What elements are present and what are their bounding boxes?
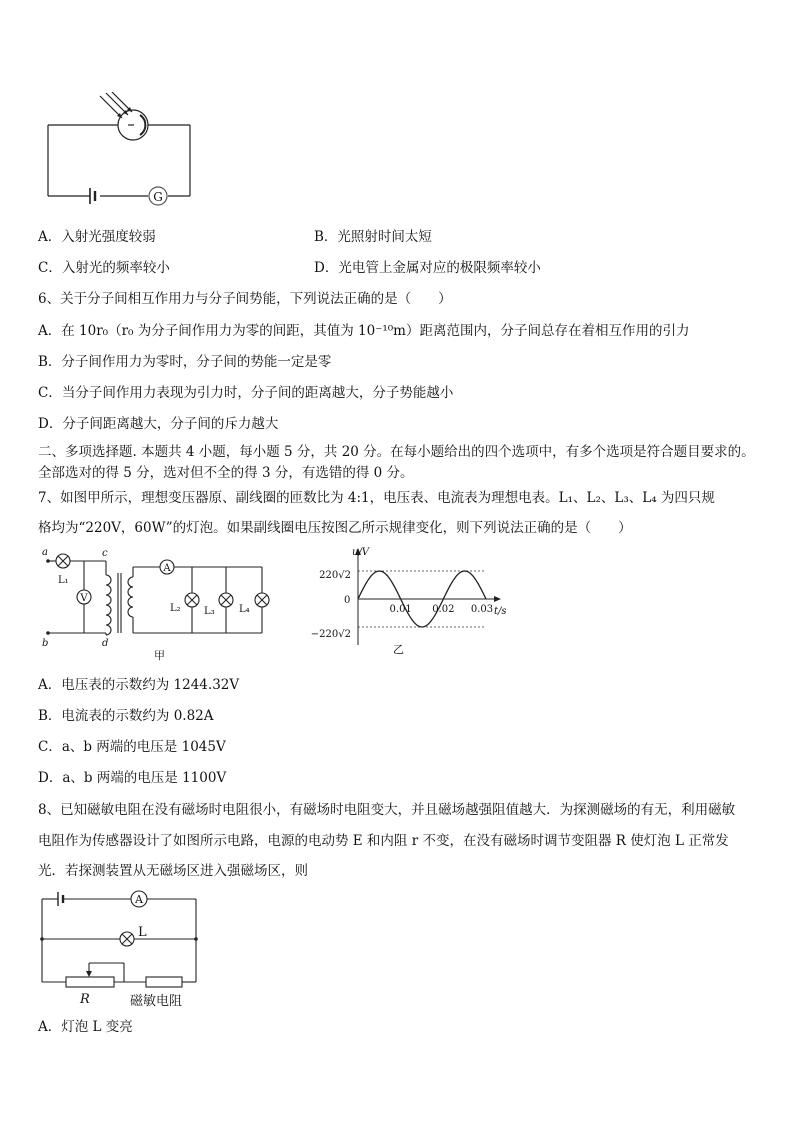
lamp-l4-label: L₄ [239,604,250,615]
q6-option-c[interactable]: C．当分子间作用力表现为引力时，分子间的距离越大，分子势能越小 [38,385,454,401]
q5-option-a[interactable]: A．入射光强度较弱 [38,229,156,245]
x-tick-label: 0.01 [389,604,412,615]
x-axis-label: t/s [494,606,507,617]
y-max-label: 220√2 [319,570,351,581]
x-tick-label: 0.03 [470,604,494,615]
terminal-c-label: c [102,548,108,559]
q6-option-b[interactable]: B．分子间作用力为零时，分子间的势能一定是零 [38,354,332,370]
q6-option-d[interactable]: D．分子间距离越大，分子间的斥力越大 [38,416,279,432]
voltage-sine-chart [296,545,526,657]
galvanometer-label: G [153,190,163,204]
q7-option-b[interactable]: B．电流表的示数约为 0.82A [38,708,214,724]
photocell-circuit-diagram [40,92,200,207]
lamp-l3-label: L₃ [204,606,215,617]
lamp-l2-label: L₂ [170,603,181,614]
q7-stem-line-1: 7、如图甲所示，理想变压器原、副线圈的匝数比为 4:1，电压表、电流表为理想电表。L₁、L₂、L₃、L₄ 为四只规 [38,490,715,506]
y-min-label: −220√2 [310,629,351,640]
q8-ammeter-label: A [135,893,143,906]
q7-stem-line-2: 格均为“220V，60W”的灯泡。如果副线圈电压按图乙所示规律变化，则下列说法正确的是（ ） [38,520,632,536]
q6-stem: 6、关于分子间相互作用力与分子间势能，下列说法正确的是（ ） [38,291,452,307]
q7-option-a[interactable]: A．电压表的示数约为 1244.32V [38,677,240,693]
terminal-b-label: b [42,638,49,649]
voltmeter-label: V [80,593,88,604]
figure-yi-caption: 乙 [393,643,404,656]
magnetoresistor-circuit-diagram [36,887,211,1009]
origin-label: 0 [344,595,351,606]
q7-option-c[interactable]: C．a、b 两端的电压是 1045V [38,739,226,755]
q8-stem-line-1: 8、已知磁敏电阻在没有磁场时电阻很小，有磁场时电阻变大，并且磁场越强阻值越大．为探测磁场的有无，利用磁敏 [38,802,736,818]
terminal-a-label: a [42,547,48,558]
y-axis-label: u/V [352,547,370,558]
transformer-circuit-diagram [36,545,276,665]
ammeter-label: A [163,563,171,574]
section-2-heading: 二、多项选择题. 本题共 4 小题，每小题 5 分，共 20 分。在每小题给出的四个选项中，有多个选项是符合题目要求的。全部选对的得 5 分，选对但不全的得 3 分，有选错的得 0 分。 [38,444,755,481]
terminal-d-label: d [102,638,109,649]
q8-magnetoresistor-label: 磁敏电阻 [130,994,183,1009]
q7-option-d[interactable]: D．a、b 两端的电压是 1100V [38,770,227,786]
q8-option-a[interactable]: A．灯泡 L 变亮 [38,1019,133,1035]
q5-option-d[interactable]: D．光电管上金属对应的极限频率较小 [314,260,541,276]
x-tick-label: 0.02 [432,604,455,615]
q8-rheostat-label: R [80,992,90,1007]
q8-stem-line-3: 光．若探测装置从无磁场区进入强磁场区，则 [38,863,308,879]
q5-option-b[interactable]: B．光照射时间太短 [314,229,432,245]
lamp-l1-label: L₁ [58,575,69,586]
q8-lamp-label: L [138,925,147,940]
q6-option-a[interactable]: A．在 10r₀（r₀ 为分子间作用力为零的间距，其值为 10⁻¹⁰m）距离范围内，分子间总存在着相互作用的引力 [38,323,690,339]
q8-stem-line-2: 电阻作为传感器设计了如图所示电路，电源的电动势 E 和内阻 r 不变，在没有磁场时调节变阻器 R 使灯泡 L 正常发 [38,833,729,849]
q5-option-c[interactable]: C．入射光的频率较小 [38,260,170,276]
figure-jia-caption: 甲 [154,649,165,662]
